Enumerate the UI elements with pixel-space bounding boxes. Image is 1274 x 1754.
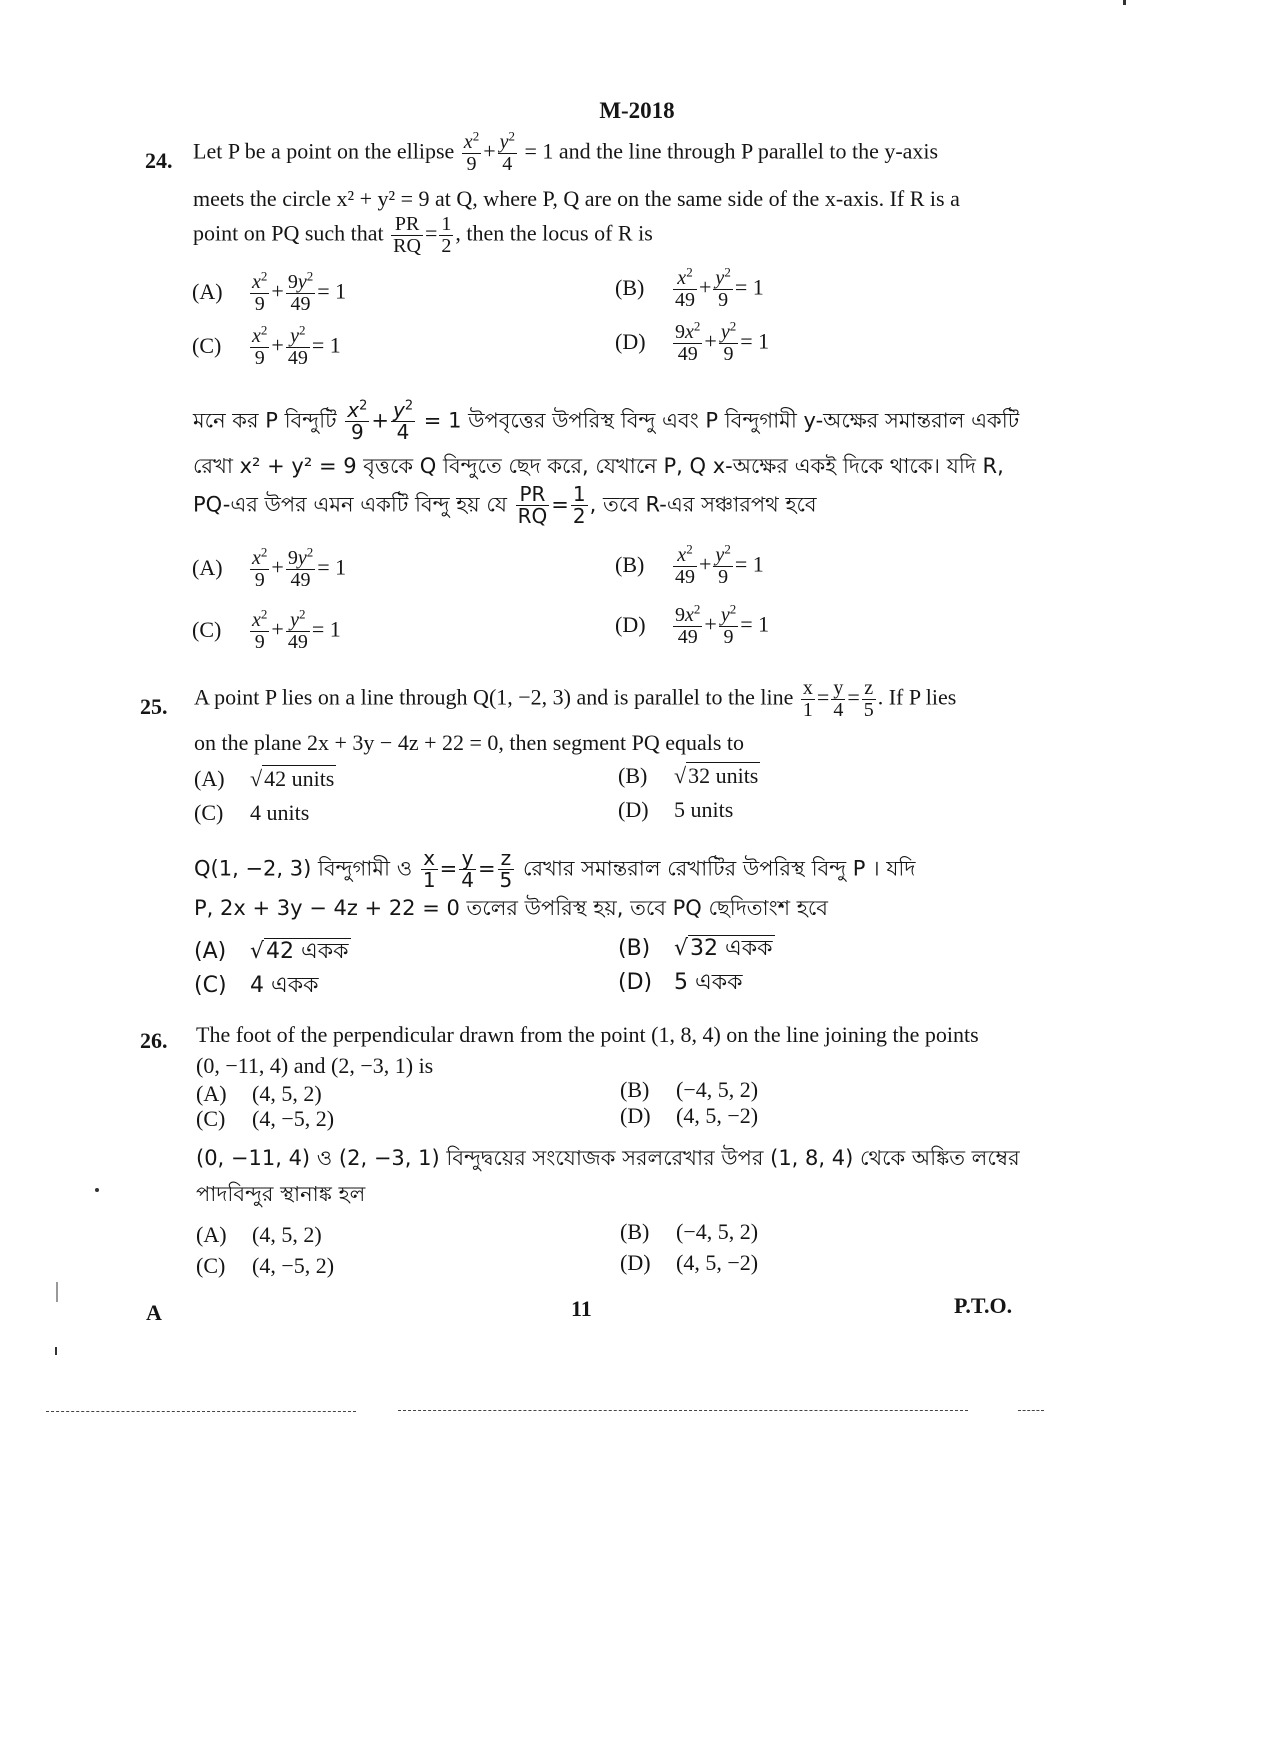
q26-en-line1: The foot of the perpendicular drawn from the point (1, 8, 4) on the line joining the points	[196, 1022, 979, 1047]
q24-en-line1b: = 1 and the line through P parallel to the y-axis	[524, 138, 939, 164]
q26-bn-option-d[interactable]: (D) (4, 5, −2)	[620, 1250, 759, 1275]
q26-en-line2: (0, −11, 4) and (2, −3, 1) is	[196, 1053, 434, 1078]
q24-bn-option-d[interactable]: (D) $\frac{9x^2}{49}$ + $\frac{y^2}{9}$ = 1	[615, 601, 770, 648]
q24-bn-option-b[interactable]: (B) $\frac{x^2}{49}$ + $\frac{y^2}{9}$ = 1	[615, 541, 764, 588]
q24-bn-line3: PQ-এর উপর এমন একটি বিন্দু হয় যে $\frac{PR}{RQ}$ = $\frac{1}{2}$ , তবে R-এর সঞ্চারপথ হবে	[193, 482, 817, 528]
q26-bn-option-c[interactable]: (C) (4, −5, 2)	[196, 1253, 335, 1278]
q24-number: 24.	[145, 148, 173, 173]
q26-en-option-c[interactable]: (C) (4, −5, 2)	[196, 1106, 335, 1131]
footer-set-code: A	[146, 1300, 162, 1325]
q24-en-option-d[interactable]: (D) $\frac{9x^2}{49}$ + $\frac{y^2}{9}$ = 1	[615, 318, 770, 365]
q24-en-line3a: point on PQ such that	[193, 220, 384, 246]
scan-speck	[55, 1347, 57, 1355]
q25-bn-line2: P, 2x + 3y − 4z + 22 = 0 তলের উপরিস্থ হয়, তবে PQ ছেদিতাংশ হবে	[194, 896, 828, 920]
q25-bn-option-d[interactable]: (D) 5 একক	[618, 970, 743, 995]
q24-bn-line1: মনে কর P বিন্দুটি $\frac{x^2}{9}$ + $\frac{y^2}{4}$ = 1 উপবৃত্তের উপরিস্থ বিন্দু এবং P বিন্দুগামী y-অক্ষের সমান্তরাল একটি	[193, 398, 1020, 444]
q25-en-option-a[interactable]: (A) √42 units	[194, 766, 335, 791]
q24-en-line1a: Let P be a point on the ellipse	[193, 138, 455, 164]
q25-bn-line1: Q(1, −2, 3) বিন্দুগামী ও $\frac{x}{1}$ = $\frac{y}{4}$ = $\frac{z}{5}$ রেখার সমান্তরাল রেখাটির উপরিস্থ বিন্দু P । যদি	[194, 846, 916, 892]
scan-dashed-line-left	[46, 1411, 356, 1412]
q25-bn-option-c[interactable]: (C) 4 একক	[194, 973, 319, 998]
q25-bn-option-a[interactable]: (A) √42 একক	[194, 939, 349, 964]
scan-dashed-line-right	[1018, 1410, 1044, 1411]
q24-en-option-c[interactable]: (C) $\frac{x^2}{9}$ + $\frac{y^2}{49}$ = 1	[192, 322, 341, 369]
q26-en-option-a[interactable]: (A) (4, 5, 2)	[196, 1081, 322, 1106]
q24-en-line2: meets the circle x² + y² = 9 at Q, where P, Q are on the same side of the x-axis. If R is a	[193, 186, 960, 211]
q25-number: 25.	[140, 694, 168, 719]
q24-bn-line2: রেখা x² + y² = 9 বৃত্তকে Q বিন্দুতে ছেদ করে, যেখানে P, Q x-অক্ষের একই দিকে থাকে। যদি R,	[193, 454, 1004, 478]
q25-en-option-d[interactable]: (D) 5 units	[618, 797, 734, 822]
q25-en-line1: A point P lies on a line through Q(1, −2, 3) and is parallel to the line $\frac{x}{1}$ = $\frac{y}{4}$ = $\frac{z}{5}$ . If P lies	[194, 677, 957, 721]
q24-bn-option-a[interactable]: (A) $\frac{x^2}{9}$ + $\frac{9y^2}{49}$ = 1	[192, 544, 347, 591]
footer-pto: P.T.O.	[954, 1293, 1013, 1318]
q26-bn-option-a[interactable]: (A) (4, 5, 2)	[196, 1222, 322, 1247]
scan-speck	[95, 1188, 99, 1192]
q24-en-option-b[interactable]: (B) $\frac{x^2}{49}$ + $\frac{y^2}{9}$ = 1	[615, 264, 764, 311]
q24-bn-option-c[interactable]: (C) $\frac{x^2}{9}$ + $\frac{y^2}{49}$ = 1	[192, 606, 341, 653]
q25-en-line2: on the plane 2x + 3y − 4z + 22 = 0, then segment PQ equals to	[194, 730, 745, 755]
q24-en-line1: Let P be a point on the ellipse $\frac{x^2}{9}$ + $\frac{y^2}{4}$ = 1 and the line through P parallel to the y-axis	[193, 128, 939, 175]
q25-en-option-c[interactable]: (C) 4 units	[194, 800, 310, 825]
scan-dashed-line-center	[398, 1410, 968, 1411]
scan-speck	[56, 1282, 58, 1302]
scan-speck	[1123, 0, 1126, 5]
q24-en-option-a[interactable]: (A) $\frac{x^2}{9}$ + $\frac{9y^2}{49}$ = 1	[192, 268, 347, 315]
q26-en-option-b[interactable]: (B) (−4, 5, 2)	[620, 1077, 759, 1102]
q24-en-line3b: then the locus of R is	[466, 220, 653, 246]
q25-bn-option-b[interactable]: (B) √32 একক	[618, 936, 773, 961]
q26-bn-line1: (0, −11, 4) ও (2, −3, 1) বিন্দুদ্বয়ের সংযোজক সরলরেখার উপর (1, 8, 4) থেকে অঙ্কিত লম্বের	[196, 1146, 1020, 1170]
q26-en-option-d[interactable]: (D) (4, 5, −2)	[620, 1103, 759, 1128]
page-header: M-2018	[599, 98, 675, 123]
q26-number: 26.	[140, 1028, 168, 1053]
footer-page-number: 11	[571, 1296, 592, 1321]
q26-bn-option-b[interactable]: (B) (−4, 5, 2)	[620, 1219, 759, 1244]
q25-en-option-b[interactable]: (B) √32 units	[618, 763, 759, 788]
q24-en-line3: point on PQ such that $\frac{PR}{RQ}$ = $\frac{1}{2}$ , then the locus of R is	[193, 213, 653, 257]
q26-bn-line2: পাদবিন্দুর স্থানাঙ্ক হল	[196, 1182, 366, 1206]
